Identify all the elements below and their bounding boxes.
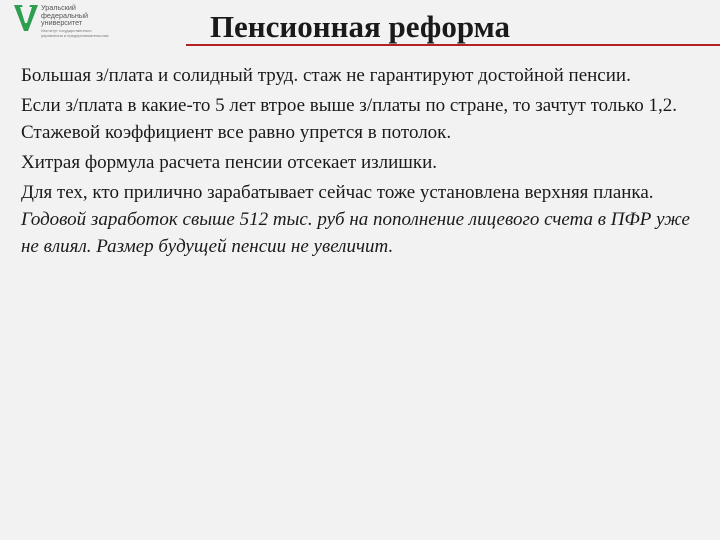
title-underline bbox=[186, 44, 720, 46]
logo-subtitle: Институт государственного управления и предпринимательства bbox=[41, 28, 109, 38]
paragraph-3: Хитрая формула расчета пенсии отсекает излишки. bbox=[21, 152, 438, 173]
logo-name: Уральский федеральный университет bbox=[41, 3, 89, 28]
paragraph-2: Если з/плата в какие-то 5 лет втрое выше з/платы по стране, то зачтут только 1,2. Стажевой коэффициент все равно упрется в потолок. bbox=[21, 95, 678, 143]
paragraph-1: Большая з/плата и солидный труд. стаж не гарантируют достойной пенсии. bbox=[21, 65, 631, 86]
slide-content bbox=[21, 62, 711, 263]
paragraph-4 bbox=[21, 179, 711, 260]
paragraph-4-italic: Годовой заработок свыше 512 тыс. руб на пополнение лицевого счета в ПФР уже не влиял. Размер будущей пенсии не увеличит. bbox=[21, 209, 690, 257]
paragraph-4-normal: Для тех, кто прилично зарабатывает сейчас тоже установлена верхняя планка. bbox=[21, 182, 654, 203]
page-title: Пенсионная реформа bbox=[209, 9, 511, 44]
